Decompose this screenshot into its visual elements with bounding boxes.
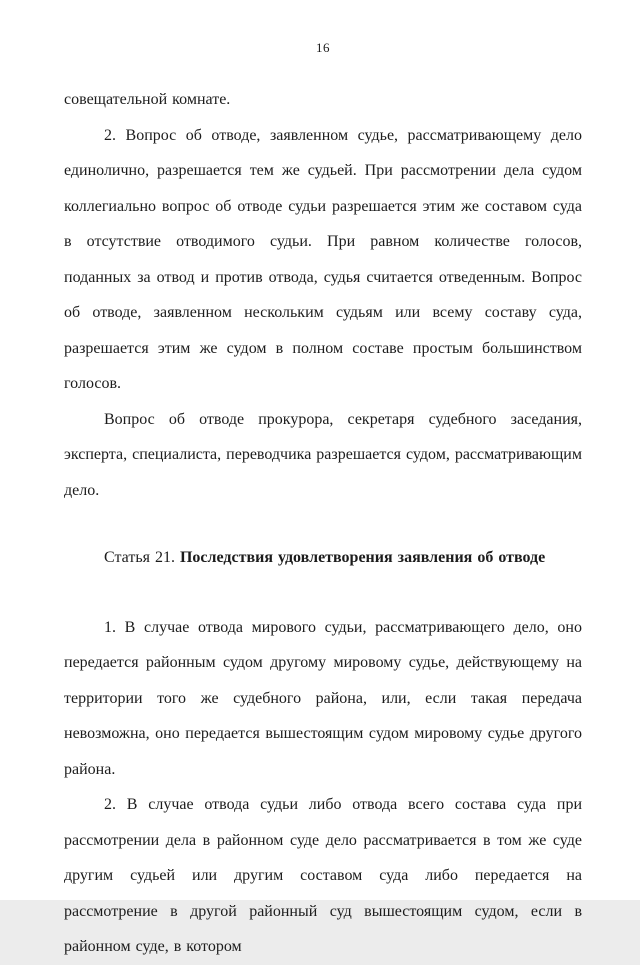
paragraph-continuation: совещательной комнате. <box>64 91 231 108</box>
article-title: Последствия удовлетворения заявления об отводе <box>179 549 546 566</box>
paragraph-otvod-mirovogo-sudyi: 1. В случае отвода мирового судьи, рассматривающего дело, оно передается районным судом другому мировому судье, действующему на территории того же судебного района, или, если такая передача невозможна, оно передается вышестоящим судом мировому судье другого района. <box>64 618 582 778</box>
page-number: 16 <box>316 40 330 55</box>
article-number: Статья 21. <box>104 549 180 566</box>
article-heading <box>64 540 582 576</box>
paragraph-otvod-prokurora: Вопрос об отводе прокурора, секретаря судебного заседания, эксперта, специалиста, переводчика разрешается судом, рассматривающим дело. <box>64 410 582 499</box>
paragraph-otvod-sudye: 2. Вопрос об отводе, заявленном судье, рассматривающему дело единолично, разрешается тем же судьей. При рассмотрении дела судом коллегиально вопрос об отводе судьи разрешается этим же составом суда в отсутствие отводимого судьи. При равном количестве голосов, поданных за отвод и против отвода, судья считается отведенным. Вопрос об отводе, заявленном нескольким судьям или всему составу суда, разрешается этим же судом в полном составе простым большинством голосов. <box>64 126 582 392</box>
paragraph-otvod-sostava-suda: 2. В случае отвода судьи либо отвода всего состава суда при рассмотрении дела в районном суде дело рассматривается в том же суде другим судьей или другим составом суда либо передается на рассмотрение в другой районный суд вышестоящим судом, если в районном суде, в котором <box>64 796 582 955</box>
